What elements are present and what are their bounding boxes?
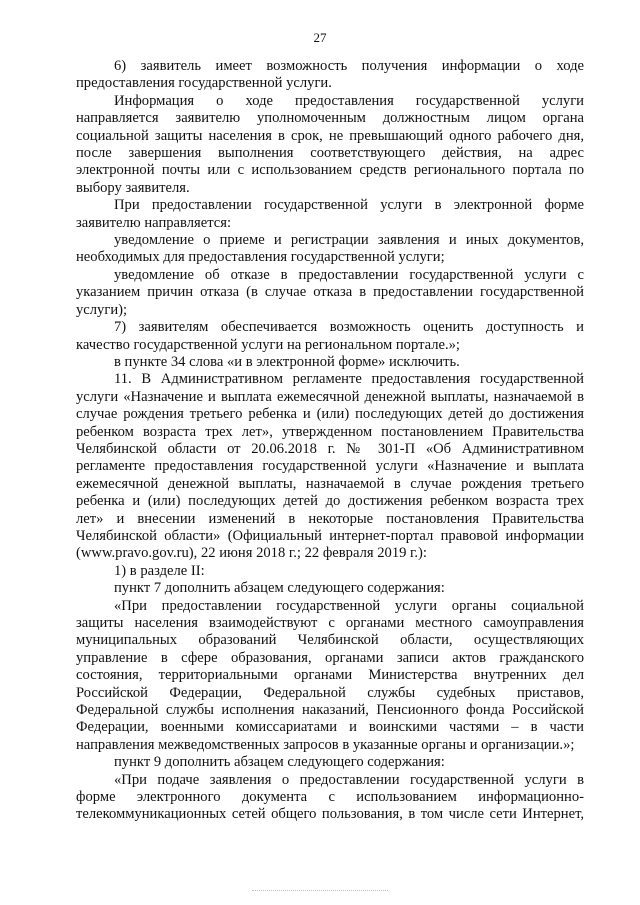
paragraph <box>76 232 584 267</box>
paragraph <box>76 371 584 562</box>
text-line: регламенте предоставления государственной услуги «Назначение и выплата <box>76 458 584 475</box>
text-line: уведомление об отказе в предоставлении государственной услуги с <box>114 266 584 283</box>
text-line: Федерации, военными комиссариатами и воинскими частями – в части <box>76 719 584 736</box>
text-line: 1) в разделе II: <box>114 562 205 579</box>
text-line: управление в сфере образования, органами записи актов гражданского <box>76 649 584 666</box>
text-line: ребенком возраста трех лет», утвержденном постановлением Правительства <box>76 423 584 440</box>
text-line: в пункте 34 слова «и в электронной форме» исключить. <box>114 353 460 370</box>
text-line: социальной защиты населения в срок, не превышающий одного рабочего дня, <box>76 127 584 144</box>
text-line: направляется заявителю уполномоченным должностным лицом органа <box>76 110 584 127</box>
text-line: пункт 9 дополнить абзацем следующего содержания: <box>114 754 445 771</box>
text-line: Челябинской области» (Официальный интернет-портал правовой информации <box>76 527 584 544</box>
text-line: Федеральной службы исполнения наказаний, Пенсионного фонда Российской <box>76 702 584 719</box>
text-line: защиты населения взаимодействуют с органами местного самоуправления <box>76 615 584 631</box>
paragraph <box>76 319 584 354</box>
text-line: Челябинской области от 20.06.2018 г. № 301-П «Об Административном <box>76 440 584 457</box>
text-line: качество государственной услуги на региональном портале.»; <box>76 336 460 353</box>
text-line: форме электронного документа с использованием информационно- <box>76 789 584 806</box>
text-line: предоставления государственной услуги. <box>76 75 332 92</box>
document-body <box>76 58 584 824</box>
text-line: состояния, территориальными органами Министерства внутренних дел <box>76 667 584 684</box>
paragraph <box>76 354 584 371</box>
text-line: лет» и внесении изменений в некоторые постановления Правительства <box>76 510 584 527</box>
paragraph <box>76 267 584 319</box>
text-line: муниципальных образований Челябинской области, осуществляющих <box>76 632 584 649</box>
text-line: услуги); <box>76 301 128 318</box>
text-line: При предоставлении государственной услуги в электронной форме <box>114 197 584 214</box>
text-line: 7) заявителям обеспечивается возможность оценить доступность и <box>114 319 584 336</box>
text-line: направления межведомственных запросов в указанные органы и организации.»; <box>76 736 575 753</box>
text-line: заявителю направляется: <box>76 214 231 231</box>
text-line: указанием причин отказа (в случае отказа в предоставлении государственной <box>76 284 584 301</box>
text-line: электронной почты или с использованием средств регионального портала по <box>76 162 584 179</box>
text-line: 11. В Административном регламенте предоставления государственной <box>114 371 584 388</box>
paragraph <box>76 197 584 232</box>
paragraph <box>76 93 584 197</box>
text-line: (www.pravo.gov.ru), 22 июня 2018 г.; 22 февраля 2019 г.): <box>76 545 427 562</box>
text-line: выбору заявителя. <box>76 179 190 196</box>
page-number: 27 <box>313 30 327 45</box>
text-line: ребенка и (или) последующих детей до достижения ребенком возраста трех <box>76 493 584 510</box>
paragraph <box>76 754 584 771</box>
text-line: Информация о ходе предоставления государственной услуги <box>114 92 584 109</box>
text-line: пункт 7 дополнить абзацем следующего содержания: <box>114 580 445 597</box>
text-line: телекоммуникационных сетей общего пользования, в том числе сети Интернет, <box>76 806 584 823</box>
paragraph <box>76 772 584 824</box>
text-line: «При подаче заявления о предоставлении государственной услуги в <box>114 771 584 788</box>
text-line: услуги «Назначение и выплата ежемесячной денежной выплаты, назначаемой в <box>76 388 584 405</box>
paragraph <box>76 58 584 93</box>
text-line: ежемесячной денежной выплаты, назначаемой в случае рождения третьего <box>76 475 584 492</box>
text-line: случае рождения третьего ребенка и (или) последующих детей до достижения <box>76 406 584 423</box>
text-line: после завершения выполнения соответствующего действия, на адрес <box>76 145 584 162</box>
text-line: уведомление о приеме и регистрации заявления и иных документов, <box>114 232 584 249</box>
text-line: Российской Федерации, Федеральной службы судебных приставов, <box>76 684 584 701</box>
scan-edge-mark <box>252 890 388 892</box>
text-line: «При предоставлении государственной услуги органы социальной <box>114 597 584 614</box>
paragraph <box>76 580 584 597</box>
paragraph <box>76 563 584 580</box>
paragraph <box>76 598 584 755</box>
text-line: 6) заявитель имеет возможность получения информации о ходе <box>114 58 584 74</box>
text-line: необходимых для предоставления государственной услуги; <box>76 249 445 266</box>
